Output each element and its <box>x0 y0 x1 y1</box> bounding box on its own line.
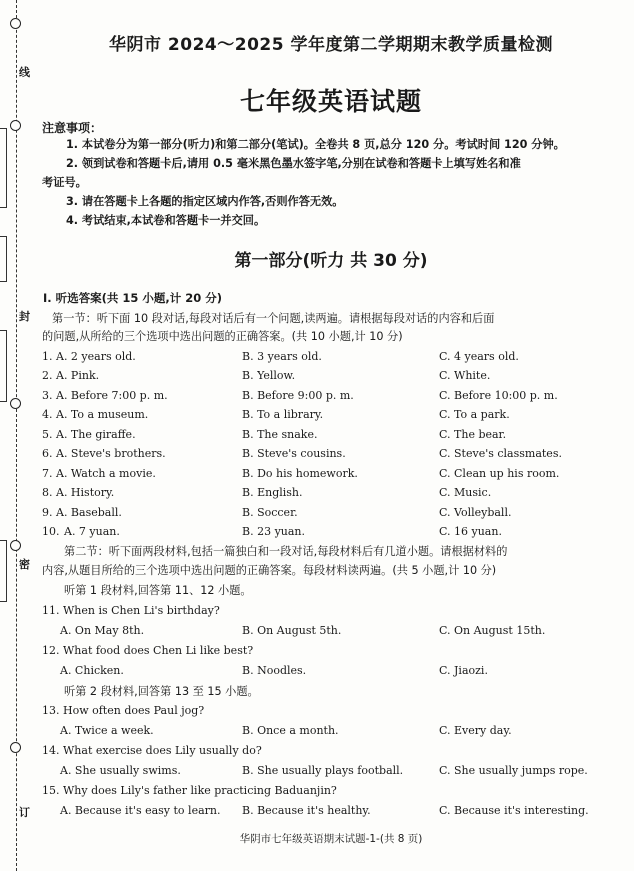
question-number: 5. <box>42 428 53 441</box>
question-number: 10. <box>42 525 60 538</box>
question-row <box>38 486 624 504</box>
option-b: B. Do his homework. <box>242 467 358 480</box>
option-b: B. On August 5th. <box>242 624 342 637</box>
question-number: 9. <box>42 506 53 519</box>
option-a: A. To a museum. <box>56 408 149 421</box>
option-c: C. Before 10:00 p. m. <box>439 389 558 402</box>
option-c: C. The bear. <box>439 428 507 441</box>
option-a: A. On May 8th. <box>60 624 145 637</box>
option-c: C. 16 yuan. <box>439 525 502 538</box>
binding-number-box <box>0 330 7 402</box>
question-row <box>38 467 624 485</box>
question-number: 6. <box>42 447 53 460</box>
option-c: C. She usually jumps rope. <box>439 764 588 777</box>
notice-item-2: 2. 领到试卷和答题卡后,请用 0.5 毫米黑色墨水签字笔,分别在试卷和答题卡上填写姓名和准 <box>66 157 521 170</box>
option-b: B. 23 yuan. <box>242 525 306 538</box>
notice-title: 注意事项： <box>42 121 103 135</box>
question-number: 2. <box>42 369 53 382</box>
option-b: B. Because it's healthy. <box>242 804 371 817</box>
option-b: B. Soccer. <box>242 506 298 519</box>
option-c: C. Every day. <box>439 724 512 737</box>
binding-hole-circle <box>10 18 21 29</box>
section1-title: Ⅰ. 听选答案(共 15 小题,计 20 分) <box>43 291 223 305</box>
option-a: A. Steve's brothers. <box>56 447 166 460</box>
sec1-instruction-line2: 的问题,从所给的三个选项中选出问题的正确答案。(共 10 小题,计 10 分) <box>42 330 403 343</box>
binding-school-box <box>0 540 7 602</box>
option-a: A. Because it's easy to learn. <box>60 804 221 817</box>
option-a: A. Chicken. <box>60 664 124 677</box>
question-row <box>38 447 624 465</box>
part1-title: 第一部分(听力 共 30 分) <box>234 251 428 271</box>
option-c: C. White. <box>439 369 491 382</box>
binding-hole-circle <box>10 742 21 753</box>
exam-subject-title: 七年级英语试题 <box>239 87 422 116</box>
margin-word-line: 线 <box>19 66 30 79</box>
option-a: A. Before 7:00 p. m. <box>56 389 168 402</box>
listen-note-1: 听第 1 段材料,回答第 11、12 小题。 <box>64 584 252 597</box>
question-number: 4. <box>42 408 53 421</box>
option-c: C. Clean up his room. <box>439 467 560 480</box>
question-stem: 15. Why does Lily's father like practicing Baduanjin? <box>42 784 337 797</box>
question-number: 8. <box>42 486 53 499</box>
page-footer: 华阴市七年级英语期末试题-1-(共 8 页) <box>239 833 423 845</box>
option-b: B. English. <box>242 486 303 499</box>
notice-item-4: 4. 考试结束,本试卷和答题卡一并交回。 <box>66 214 266 227</box>
binding-margin <box>0 0 34 871</box>
question-number: 3. <box>42 389 53 402</box>
listen-note-2: 听第 2 段材料,回答第 13 至 15 小题。 <box>64 685 259 698</box>
question-stem: 11. When is Chen Li's birthday? <box>42 604 220 617</box>
question-row <box>38 408 624 426</box>
option-c: C. Because it's interesting. <box>439 804 589 817</box>
option-b: B. To a library. <box>242 408 324 421</box>
option-a: A. The giraffe. <box>56 428 136 441</box>
option-c: C. Steve's classmates. <box>439 447 562 460</box>
question-number: 1. <box>42 350 53 363</box>
option-a: A. Baseball. <box>56 506 122 519</box>
margin-word-secret: 密 <box>19 558 30 571</box>
question-number: 7. <box>42 467 53 480</box>
question-row <box>38 369 624 387</box>
option-b: B. Once a month. <box>242 724 339 737</box>
binding-hole-circle <box>10 120 21 131</box>
option-b: B. 3 years old. <box>242 350 322 363</box>
question-stem: 14. What exercise does Lily usually do? <box>42 744 262 757</box>
option-c: C. Music. <box>439 486 492 499</box>
option-a: A. Watch a movie. <box>56 467 156 480</box>
question-row <box>38 389 624 407</box>
binding-hole-circle <box>10 540 21 551</box>
option-c: C. Volleyball. <box>439 506 512 519</box>
option-b: B. Steve's cousins. <box>242 447 346 460</box>
binding-class-box <box>0 236 7 282</box>
exam-header-title: 华阴市 2024～2025 学年度第二学期期末教学质量检测 <box>109 35 553 55</box>
option-c: C. 4 years old. <box>439 350 519 363</box>
notice-item-1: 1. 本试卷分为第一部分(听力)和第二部分(笔试)。全卷共 8 页,总分 120 分。考试时间 120 分钟。 <box>66 138 565 151</box>
question-stem: 13. How often does Paul jog? <box>42 704 205 717</box>
option-c: C. On August 15th. <box>439 624 546 637</box>
option-b: B. Noodles. <box>242 664 307 677</box>
notice-item-3: 3. 请在答题卡上各题的指定区域内作答,否则作答无效。 <box>66 195 344 208</box>
margin-word-seal: 封 <box>19 310 30 323</box>
binding-hole-circle <box>10 398 21 409</box>
option-c: C. To a park. <box>439 408 510 421</box>
question-stem: 12. What food does Chen Li like best? <box>42 644 254 657</box>
question-row <box>38 506 624 524</box>
sec2-instruction-line1: 第二节：听下面两段材料,包括一篇独白和一段对话,每段材料后有几道小题。请根据材料的 <box>64 545 508 558</box>
notice-item-2-cont: 考证号。 <box>42 176 87 189</box>
option-a: A. Pink. <box>56 369 100 382</box>
option-b: B. Yellow. <box>242 369 296 382</box>
option-a: A. 7 yuan. <box>64 525 120 538</box>
margin-word-bind: 订 <box>19 806 30 819</box>
option-a: A. History. <box>56 486 115 499</box>
question-row <box>38 428 624 446</box>
sec2-instruction-line2: 内容,从题目所给的三个选项中选出问题的正确答案。每段材料读两遍。(共 5 小题,计 10 分) <box>42 564 497 577</box>
option-c: C. Jiaozi. <box>439 664 488 677</box>
option-b: B. The snake. <box>242 428 318 441</box>
question-row <box>38 350 624 368</box>
option-b: B. Before 9:00 p. m. <box>242 389 354 402</box>
option-a: A. Twice a week. <box>60 724 154 737</box>
sec1-instruction-line1: 第一节：听下面 10 段对话,每段对话后有一个问题,读两遍。请根据每段对话的内容和后面 <box>52 312 495 325</box>
binding-name-box <box>0 128 7 208</box>
option-a: A. She usually swims. <box>60 764 181 777</box>
option-b: B. She usually plays football. <box>242 764 404 777</box>
option-a: A. 2 years old. <box>56 350 136 363</box>
question-row <box>38 525 624 543</box>
